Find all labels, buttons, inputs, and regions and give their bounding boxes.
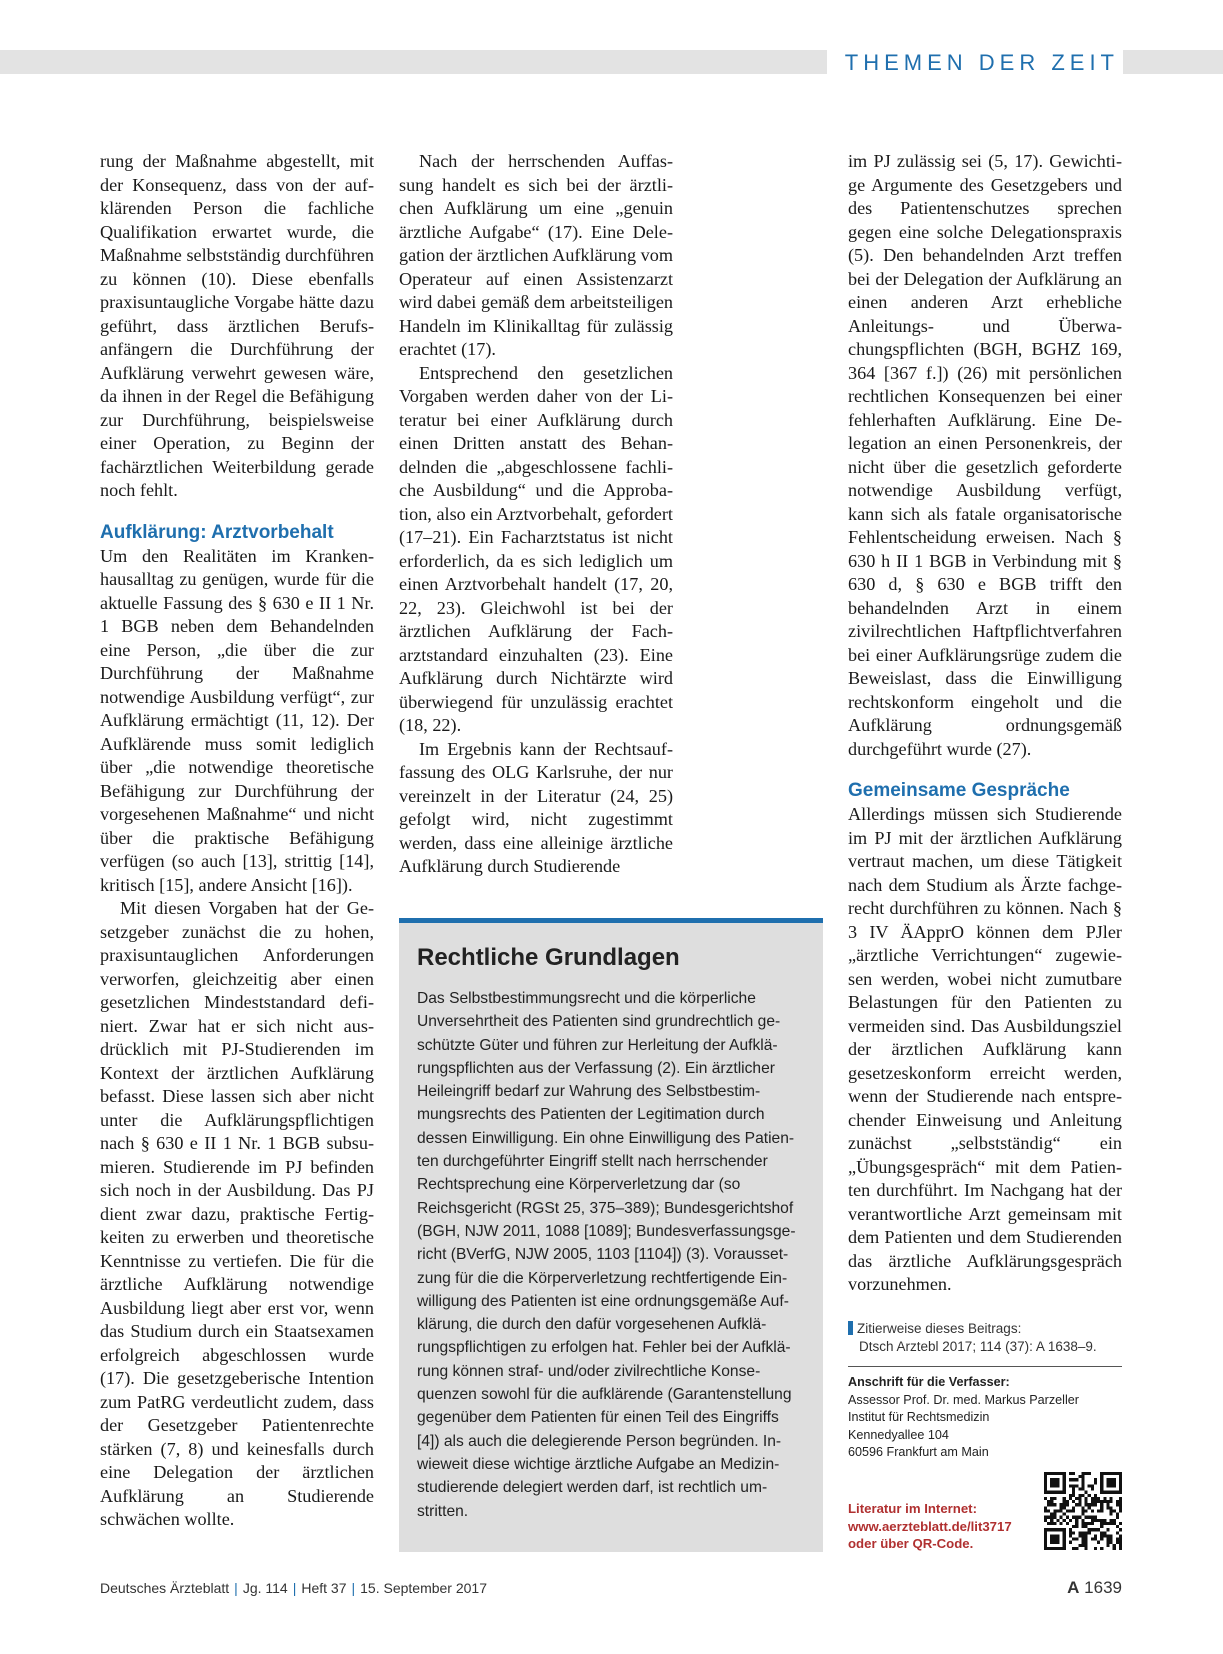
column-3: [848, 150, 1122, 1297]
info-box: [399, 918, 823, 1552]
citation-reference: Dtsch Arztebl 2017; 114 (37): A 1638–9.: [859, 1339, 1097, 1354]
paragraph: Entsprechend den gesetzlichen Vorgaben werden daher von der Literatur bei einer Aufklärung durch einen Dritten anstatt des Behandelnden die „abgeschlossene fachliche Ausbildung“ und die Approbation, also ein Arztvorbehalt, gefordert (17–21). Ein Facharztstatus ist nicht erforderlich, da es sich lediglich um einen Arztvorbehalt handelt (17, 20, 22, 23). Gleichwohl ist bei der ärztlichen Aufklärung der Facharztstandard einzuhalten (23). Eine Aufklärung durch Nichtärzte wird überwiegend für unzulässig erachtet (18, 22).: [399, 362, 673, 735]
divider: [848, 1366, 1122, 1367]
footer-separator: |: [292, 1580, 297, 1596]
column-1: [100, 150, 374, 1532]
section-label: THEMEN DER ZEIT: [827, 50, 1123, 74]
paragraph: Mit diesen Vorgaben hat der Gesetzgeber zunächst die zu hohen, praxisuntauglichen Anforderungen verworfen, gleichzeitig aber einen gesetzlichen Mindeststandard definiert. Zwar hat er sich nicht ausdrücklich mit PJ-Studierenden im Kontext der ärztlichen Aufklärung befasst. Diese lassen sich aber nicht unter die Aufklärungspflichtigen nach § 630 e II 1 Nr. 1 BGB subsumieren. Studierende im PJ befinden sich noch in der Ausbildung. Das PJ dient zwar dazu, praktische Fertigkeiten zu erwerben und theoretische Kenntnisse zu vertiefen. Die für die ärztliche Aufklärung notwendige Ausbildung liegt aber erst vor, wenn das Studium durch ein Staatsexamen erfolgreich abgeschlossen wurde (17). Die gesetzgeberische Intention zum PatRG verdeutlicht zudem, dass der Gesetzgeber Patientenrechte stärken (7, 8) und keinesfalls durch eine Delegation der ärztlichen Aufklärung an Studierende schwächen wollte.: [100, 898, 374, 1529]
subheading-gemeinsame-gespraeche: Gemeinsame Gespräche: [848, 780, 1070, 801]
citation-marker-icon: [848, 1321, 853, 1335]
footer-date: 15. September 2017: [360, 1580, 487, 1596]
paragraph: Allerdings müssen sich Studierende im PJ mit der ärztlichen Aufklärung vertraut machen, um diese Tätigkeit nach dem Studium als Ärzte fachgerecht durchführen zu können. Nach § 3 IV ÄApprO können dem PJler „ärztliche Verrichtungen“ zugewiesen werden, wobei nicht zumutbare Belastungen für den Patienten zu vermeiden sind. Das Ausbildungsziel der ärztlichen Aufklärung kann gesetzeskonform erreicht werden, wenn der Studierende nach entsprechender Einweisung und Anleitung zunächst „selbstständig“ ein „Übungsgespräch“ mit dem Patienten durchführt. Im Nachgang hat der verantwortliche Arzt gemeinsam mit dem Patienten und dem Studierenden das ärztliche Aufklärungsgespräch vorzunehmen.: [848, 804, 1122, 1294]
paragraph: rung der Maßnahme abgestellt, mit der Konsequenz, dass von der aufklärenden Person die fachliche Qualifikation erwartet wurde, die Maßnahme selbstständig durchführen zu können (10). Diese ebenfalls praxisuntaugliche Vorgabe hätte dazu geführt, dass ärztlichen Berufsanfängern die Durchführung der Aufklärung verwehrt gewesen wäre, da ihnen in der Regel die Befähigung zur Durchführung, beispielsweise einer Operation, zu Beginn der fachärztlichen Weiterbildung gerade noch fehlt.: [100, 151, 374, 500]
citation-note: [848, 1320, 1122, 1356]
address-street: Kennedyallee 104: [848, 1427, 949, 1442]
column-2: [399, 150, 673, 879]
address-heading: Anschrift für die Verfasser:: [848, 1375, 1010, 1389]
literature-qr-hint: oder über QR-Code.: [848, 1536, 974, 1551]
author-address: [848, 1374, 1122, 1462]
info-box-text: Das Selbstbestimmungsrecht und die körperliche Unversehrtheit des Patienten sind grundrechtlich geschützte Güter und führen zur Herleitung der Aufklärungspflichten aus der Verfassung (2). Ein ärztlicher Heileingriff bedarf zur Wahrung des Selbstbestimmungsrechts des Patienten der Legitimation durch dessen Einwilligung. Ein ohne Einwilligung des Patienten durchgeführter Eingriff stellt nach herrschender Rechtsprechung eine Körperverletzung dar (so Reichsgericht (RGSt 25, 375–389); Bundesgerichtshof (BGH, NJW 2011, 1088 [1089]; Bundesverfassungsgericht (BVerfG, NJW 2005, 1103 [1104]) (3). Voraussetzung für die die Körperverletzung rechtfertigende Einwilligung des Patienten ist eine ordnungsgemäße Aufklärung, die durch den dafür vorgesehenen Aufklärungspflichtigen zu erfolgen hat. Fehler bei der Aufklärung können straf- und/oder zivilrechtliche Konsequenzen sowohl für die aufklärende (Garantenstellung gegenüber dem Patienten für einen Teil des Eingriffs [4]) als auch die delegierende Person begründen. Inwieweit diese wichtige ärztliche Aufgabe an Medizinstudierende delegiert werden darf, ist rechtlich umstritten.: [417, 990, 796, 1520]
paragraph: Um den Realitäten im Krankenhausalltag zu genügen, wurde für die aktuelle Fassung des § 630 e II 1 Nr. 1 BGB neben dem Behandelnden eine Person, „die über die zur Durchführung der Maßnahme notwendige Ausbildung verfügt“, zur Aufklärung ermächtigt (11, 12). Der Aufklärende muss somit lediglich über „die notwendige theoretische Befähigung zur Durchführung der vorgesehenen Maßnahme“ und nicht über die praktische Befähigung verfügen (so auch [13], strittig [14], kritisch [15], andere Ansicht [16]).: [100, 545, 374, 895]
page-number: [1067, 1578, 1122, 1598]
paragraph: Nach der herrschenden Auffassung handelt es sich bei der ärztlichen Aufklärung um eine „genuin ärztliche Aufgabe“ (17). Eine Delegation der ärztlichen Aufklärung vom Operateur auf einen Assistenzarzt wird dabei gemäß dem arbeitsteiligen Handeln im Klinikalltag für zulässig erachtet (17).: [399, 151, 673, 359]
footer-separator: |: [234, 1580, 238, 1596]
paragraph: Im Ergebnis kann der Rechtsauffassung des OLG Karlsruhe, der nur vereinzelt in der Literatur (24, 25) gefolgt wird, nicht zugestimmt werden, dass eine alleinige ärztliche Aufklärung durch Studierende: [399, 738, 673, 876]
page-prefix: A: [1067, 1578, 1080, 1597]
literature-link[interactable]: www.aerzteblatt.de/lit3717: [848, 1518, 1012, 1534]
footer-journal: Deutsches Ärzteblatt: [100, 1580, 230, 1596]
qr-code-icon[interactable]: [1044, 1472, 1122, 1550]
paragraph: im PJ zulässig sei (5, 17). Gewichtige Argumente des Gesetzgebers und des Patientenschutzes sprechen gegen eine solche Delegationspraxis (5). Den behandelnden Arzt treffen bei der Delegation der Aufklärung an einen anderen Arzt erhebliche Anleitungs- und Überwachungspflichten (BGH, BGHZ 169, 364 [367 f.]) (26) mit persönlichen rechtlichen Konsequenzen bei einer fehlerhaften Aufklärung. Eine Delegation an einen Personenkreis, der nicht über die gesetzlich geforderte notwendige Ausbildung verfügt, kann sich als fatale organisatorische Fehlentscheidung erweisen. Nach § 630 h II 1 BGB in Verbindung mit § 630 d, § 630 e BGB trifft den behandelnden Arzt in einem zivilrechtlichen Haftpflichtverfahren bei einer Aufklärungsrüge zudem die Beweislast, dass die Einwilligung rechtskonform eingeholt und die Aufklärung ordnungsgemäß durchgeführt wurde (27).: [848, 151, 1122, 759]
literature-label: Literatur im Internet:: [848, 1501, 977, 1516]
address-institute: Institut für Rechtsmedizin: [848, 1410, 990, 1424]
address-name: Assessor Prof. Dr. med. Markus Parzeller: [848, 1392, 1079, 1407]
page-number-value: 1639: [1084, 1578, 1122, 1597]
footer-issue: Heft 37: [301, 1580, 347, 1596]
literature-note: [848, 1500, 1038, 1553]
footer-separator: |: [351, 1580, 356, 1596]
subheading-arztvorbehalt: Aufklärung: Arztvorbehalt: [100, 521, 334, 543]
citation-label: Zitierweise dieses Beitrags:: [857, 1321, 1022, 1336]
footer-volume: Jg. 114: [242, 1580, 288, 1596]
page-footer: [100, 1578, 1122, 1602]
address-city: 60596 Frankfurt am Main: [848, 1445, 989, 1459]
info-box-title: Rechtliche Grundlagen: [417, 944, 680, 971]
